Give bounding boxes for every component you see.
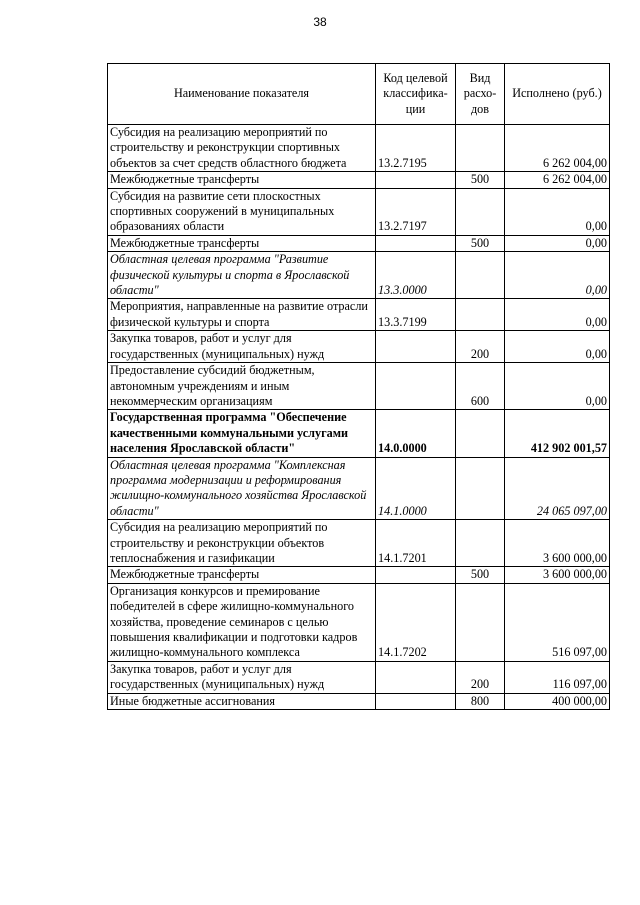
cell-name: Межбюджетные трансферты bbox=[108, 172, 376, 188]
cell-code bbox=[376, 172, 456, 188]
cell-kind bbox=[456, 583, 505, 661]
table-row bbox=[108, 299, 610, 331]
cell-amount: 0,00 bbox=[505, 331, 610, 363]
table-row bbox=[108, 252, 610, 299]
table-row bbox=[108, 693, 610, 709]
cell-kind bbox=[456, 125, 505, 172]
cell-code: 13.3.7199 bbox=[376, 299, 456, 331]
table-row bbox=[108, 172, 610, 188]
cell-kind: 800 bbox=[456, 693, 505, 709]
cell-code: 13.2.7197 bbox=[376, 188, 456, 235]
cell-amount: 3 600 000,00 bbox=[505, 520, 610, 567]
cell-kind: 500 bbox=[456, 172, 505, 188]
cell-code: 13.3.0000 bbox=[376, 252, 456, 299]
table-row bbox=[108, 520, 610, 567]
header-name: Наименование показателя bbox=[108, 64, 376, 125]
cell-kind bbox=[456, 410, 505, 457]
cell-amount: 516 097,00 bbox=[505, 583, 610, 661]
cell-name: Предоставление субсидий бюджетным, автономным учреждениям и иным некоммерческим организациям bbox=[108, 363, 376, 410]
cell-amount: 0,00 bbox=[505, 363, 610, 410]
cell-code: 14.1.7201 bbox=[376, 520, 456, 567]
cell-code: 14.0.0000 bbox=[376, 410, 456, 457]
cell-code: 14.1.7202 bbox=[376, 583, 456, 661]
cell-code bbox=[376, 363, 456, 410]
cell-name: Государственная программа "Обеспечение качественными коммунальными услугами населения Ярославской области" bbox=[108, 410, 376, 457]
header-code: Код целевой классифика- ции bbox=[376, 64, 456, 125]
table-row bbox=[108, 410, 610, 457]
cell-name: Иные бюджетные ассигнования bbox=[108, 693, 376, 709]
cell-name: Межбюджетные трансферты bbox=[108, 567, 376, 583]
cell-amount: 0,00 bbox=[505, 235, 610, 251]
table-row bbox=[108, 331, 610, 363]
table-row bbox=[108, 567, 610, 583]
header-kind: Вид расхо- дов bbox=[456, 64, 505, 125]
cell-amount: 24 065 097,00 bbox=[505, 457, 610, 520]
cell-amount: 3 600 000,00 bbox=[505, 567, 610, 583]
table-row bbox=[108, 583, 610, 661]
cell-kind bbox=[456, 252, 505, 299]
cell-code bbox=[376, 661, 456, 693]
table-row bbox=[108, 125, 610, 172]
cell-name: Мероприятия, направленные на развитие отрасли физической культуры и спорта bbox=[108, 299, 376, 331]
cell-amount: 6 262 004,00 bbox=[505, 172, 610, 188]
cell-kind: 200 bbox=[456, 331, 505, 363]
table-header-row bbox=[108, 64, 610, 125]
cell-kind bbox=[456, 457, 505, 520]
cell-code bbox=[376, 567, 456, 583]
cell-kind: 500 bbox=[456, 567, 505, 583]
cell-name: Закупка товаров, работ и услуг для государственных (муниципальных) нужд bbox=[108, 331, 376, 363]
cell-kind: 200 bbox=[456, 661, 505, 693]
table-row bbox=[108, 363, 610, 410]
cell-name: Субсидия на реализацию мероприятий по строительству и реконструкции объектов теплоснабжения и газификации bbox=[108, 520, 376, 567]
cell-amount: 412 902 001,57 bbox=[505, 410, 610, 457]
cell-code: 13.2.7195 bbox=[376, 125, 456, 172]
cell-name: Закупка товаров, работ и услуг для государственных (муниципальных) нужд bbox=[108, 661, 376, 693]
cell-name: Организация конкурсов и премирование победителей в сфере жилищно-коммунального хозяйства, проведение семинаров с целью повышения квалификации и подготовки кадров жилищно-коммунального комплекса bbox=[108, 583, 376, 661]
cell-name: Субсидия на реализацию мероприятий по строительству и реконструкции спортивных объектов за счет средств областного бюджета bbox=[108, 125, 376, 172]
cell-name: Субсидия на развитие сети плоскостных спортивных сооружений в муниципальных образованиях области bbox=[108, 188, 376, 235]
table-row bbox=[108, 457, 610, 520]
cell-code: 14.1.0000 bbox=[376, 457, 456, 520]
cell-name: Областная целевая программа "Комплексная программа модернизации и реформирования жилищно-коммунального хозяйства Ярославской области" bbox=[108, 457, 376, 520]
cell-amount: 400 000,00 bbox=[505, 693, 610, 709]
cell-kind bbox=[456, 188, 505, 235]
cell-amount: 0,00 bbox=[505, 188, 610, 235]
page-number: 38 bbox=[313, 15, 327, 29]
cell-kind bbox=[456, 299, 505, 331]
table-row bbox=[108, 661, 610, 693]
cell-code bbox=[376, 235, 456, 251]
cell-amount: 116 097,00 bbox=[505, 661, 610, 693]
cell-amount: 0,00 bbox=[505, 252, 610, 299]
cell-code bbox=[376, 693, 456, 709]
budget-table bbox=[107, 63, 610, 710]
cell-kind: 600 bbox=[456, 363, 505, 410]
cell-amount: 0,00 bbox=[505, 299, 610, 331]
cell-name: Межбюджетные трансферты bbox=[108, 235, 376, 251]
cell-kind bbox=[456, 520, 505, 567]
cell-amount: 6 262 004,00 bbox=[505, 125, 610, 172]
cell-kind: 500 bbox=[456, 235, 505, 251]
cell-name: Областная целевая программа "Развитие физической культуры и спорта в Ярославской области" bbox=[108, 252, 376, 299]
table-row bbox=[108, 235, 610, 251]
header-amount: Исполнено (руб.) bbox=[505, 64, 610, 125]
table-row bbox=[108, 188, 610, 235]
cell-code bbox=[376, 331, 456, 363]
